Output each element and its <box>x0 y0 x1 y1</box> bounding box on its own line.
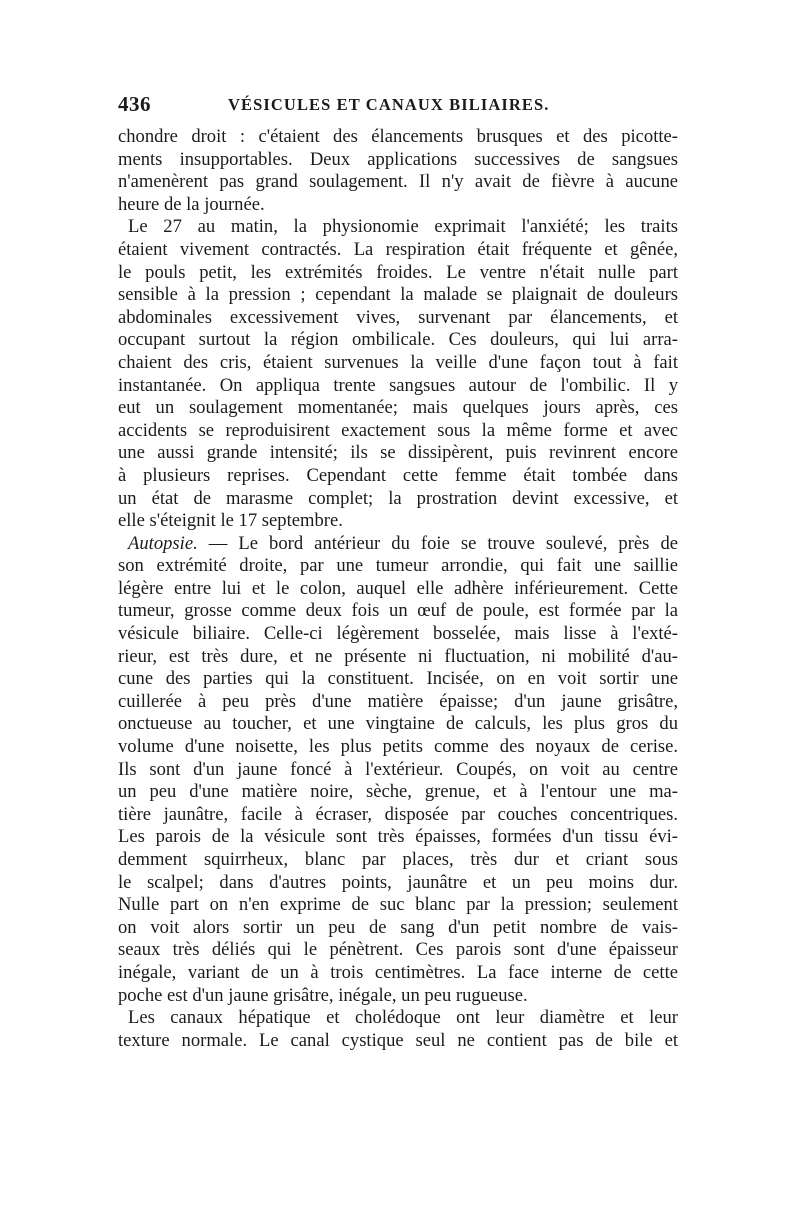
text-line-autopsy <box>118 533 678 556</box>
text-line: heure de la journée. <box>118 193 265 215</box>
book-page <box>118 92 678 1052</box>
text-line: chaient des cris, étaient survenues la veille d'une façon tout à fait <box>118 351 678 373</box>
text-line: demment squirrheux, blanc par places, très dur et criant sous <box>118 849 678 870</box>
text-line: seaux très déliés qui le pénètrent. Ces parois sont d'une épaisseur <box>118 939 678 961</box>
text-line: étaient vivement contractés. La respiration était fréquente et gênée, <box>118 238 678 260</box>
text-line: volume d'une noisette, les plus petits comme des noyaux de cerise. <box>118 736 678 758</box>
text-line: tumeur, grosse comme deux fois un œuf de poule, est formée par la <box>118 600 678 622</box>
autopsy-text: — Le bord antérieur du foie se trouve soulevé, près de <box>208 532 678 554</box>
text-line: inégale, variant de un à trois centimètres. La face interne de cette <box>118 961 678 983</box>
text-line: instantanée. On appliqua trente sangsues autour de l'ombilic. Il y <box>118 374 678 396</box>
text-line: ments insupportables. Deux applications successives de sangsues <box>118 148 678 170</box>
text-line: à plusieurs reprises. Cependant cette femme était tombée dans <box>118 464 678 486</box>
text-line: un peu d'une matière noire, sèche, grenue, et à l'entour une ma- <box>118 781 678 803</box>
text-line: on voit alors sortir un peu de sang d'un petit nombre de vais- <box>118 916 678 938</box>
text-line: onctueuse au toucher, et une vingtaine de calculs, les plus gros du <box>118 713 678 735</box>
text-line: chondre droit : c'étaient des élancements brusques et des picotte- <box>118 126 678 147</box>
text-line: eut un soulagement momentanée; mais quelques jours après, ces <box>118 397 678 419</box>
text-line: Nulle part on n'en exprime de suc blanc par la pression; seulement <box>118 894 678 916</box>
text-line: le pouls petit, les extrémités froides. Le ventre n'était nulle part <box>118 261 678 283</box>
autopsy-label: Autopsie. <box>128 532 198 554</box>
text-line: poche est d'un jaune grisâtre, inégale, un peu rugueuse. <box>118 984 528 1006</box>
text-line: occupant surtout la région ombilicale. Ces douleurs, qui lui arra- <box>118 329 678 351</box>
running-head: VÉSICULES ET CANAUX BILIAIRES. <box>228 95 550 114</box>
text-line: Le 27 au matin, la physionomie exprimait l'anxiété; les traits <box>128 216 678 238</box>
text-line: une aussi grande intensité; ils se dissipèrent, puis revinrent encore <box>118 442 678 464</box>
text-line: le scalpel; dans d'autres points, jaunâtre et un peu moins dur. <box>118 871 678 893</box>
text-line: accidents se reproduisirent exactement sous la même forme et avec <box>118 419 678 441</box>
text-line: son extrémité droite, par une tumeur arrondie, qui fait une saillie <box>118 555 678 577</box>
text-line: n'amenèrent pas grand soulagement. Il n'y avait de fièvre à aucune <box>118 171 678 193</box>
text-line: cuillerée à peu près d'une matière épaisse; d'un jaune grisâtre, <box>118 690 678 712</box>
text-line: légère entre lui et le colon, auquel elle adhère inférieurement. Cette <box>118 577 678 599</box>
text-line: elle s'éteignit le 17 septembre. <box>118 510 343 532</box>
text-line: Les canaux hépatique et cholédoque ont leur diamètre et leur <box>128 1007 678 1029</box>
text-line: texture normale. Le canal cystique seul ne contient pas de bile et <box>118 1029 678 1051</box>
text-line: Les parois de la vésicule sont très épaisses, formées d'un tissu évi- <box>118 826 678 848</box>
text-line: cune des parties qui la constituent. Incisée, on en voit sortir une <box>118 668 678 690</box>
body-text <box>118 126 678 1052</box>
text-line: un état de marasme complet; la prostration devint excessive, et <box>118 487 678 509</box>
text-line: rieur, est très dure, et ne présente ni fluctuation, ni mobilité d'au- <box>118 645 678 667</box>
text-line: tière jaunâtre, facile à écraser, disposée par couches concentriques. <box>118 803 678 825</box>
text-line: sensible à la pression ; cependant la malade se plaignait de douleurs <box>118 284 678 306</box>
text-line: vésicule biliaire. Celle-ci légèrement bosselée, mais lisse à l'exté- <box>118 623 678 645</box>
page-header <box>118 92 678 126</box>
text-line: Ils sont d'un jaune foncé à l'extérieur. Coupés, on voit au centre <box>118 758 678 780</box>
page-number: 436 <box>118 92 151 116</box>
text-line: abdominales excessivement vives, survenant par élancements, et <box>118 306 678 328</box>
